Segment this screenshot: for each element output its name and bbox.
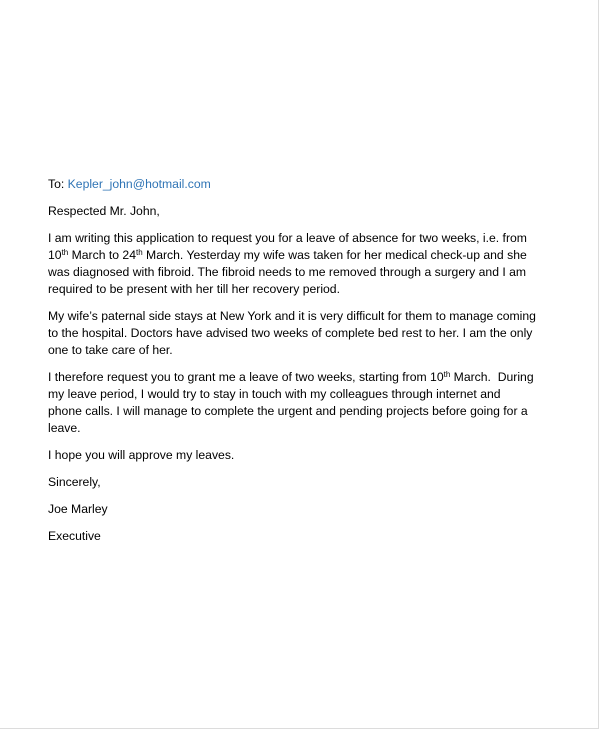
ordinal-suffix: th — [135, 248, 143, 257]
paragraph-1 — [48, 230, 568, 298]
signer-name: Joe Marley — [48, 502, 108, 516]
recipient-email: Kepler_john@hotmail.com — [67, 177, 211, 191]
paragraph-line — [48, 369, 568, 386]
to-label: To: — [48, 177, 65, 191]
signer-title: Executive — [48, 529, 101, 543]
paragraph-line: to the hospital. Doctors have advised two weeks of complete bed rest to her. I am the only — [48, 326, 533, 340]
paragraph-3 — [48, 369, 568, 437]
salutation: Respected Mr. John, — [48, 204, 160, 218]
text-segment: March to 24 — [68, 248, 136, 262]
paragraph-line — [48, 247, 568, 264]
paragraph-line: phone calls. I will manage to complete the urgent and pending projects before going for a — [48, 404, 528, 418]
ordinal-suffix: th — [61, 248, 69, 257]
paragraph-line: was diagnosed with fibroid. The fibroid needs to me removed through a surgery and I am — [48, 265, 527, 279]
paragraph-line: leave. — [48, 421, 81, 435]
paragraph-line: I am writing this application to request you for a leave of absence for two weeks, i.e. from — [48, 231, 527, 245]
paragraph-line: one to take care of her. — [48, 343, 173, 357]
paragraph-4: I hope you will approve my leaves. — [48, 448, 235, 462]
letter-body — [48, 176, 568, 555]
text-segment: March. During — [450, 370, 534, 384]
paragraph-line: My wife’s paternal side stays at New York and it is very difficult for them to manage coming — [48, 309, 536, 323]
closing: Sincerely, — [48, 475, 101, 489]
paragraph-line: required to be present with her till her recovery period. — [48, 282, 340, 296]
recipient-line — [48, 176, 568, 193]
text-segment: March. Yesterday my wife was taken for her medical check-up and she — [142, 248, 527, 262]
ordinal-suffix: th — [443, 370, 451, 379]
date-number: 10 — [48, 248, 62, 262]
paragraph-line: my leave period, I would try to stay in touch with my colleagues through internet and — [48, 387, 501, 401]
paragraph-2 — [48, 308, 568, 359]
text-segment: I therefore request you to grant me a leave of two weeks, starting from 10 — [48, 370, 444, 384]
